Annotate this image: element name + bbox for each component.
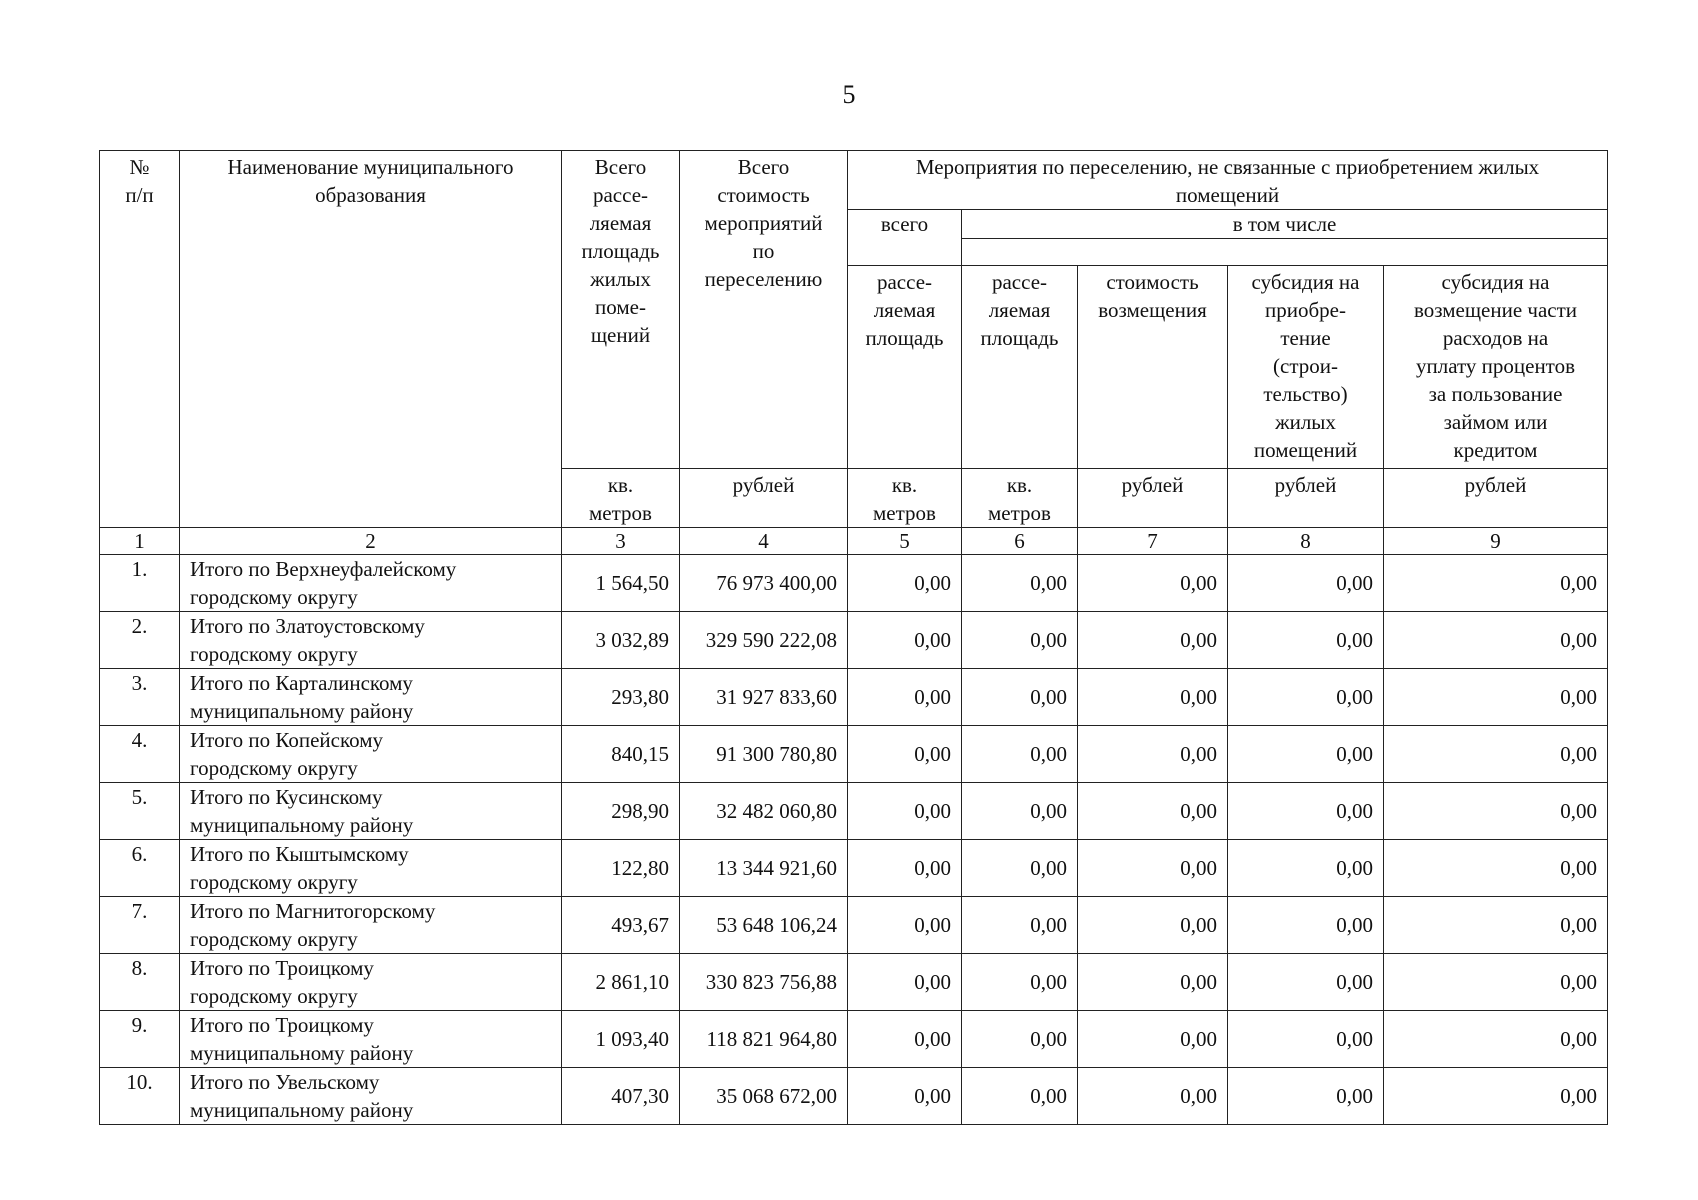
col5-value: 0,00 — [848, 1068, 962, 1125]
header-including: в том числе — [962, 210, 1608, 239]
unit-col7: рублей — [1078, 469, 1228, 528]
col7-value: 0,00 — [1078, 669, 1228, 726]
header-number: № п/п — [100, 151, 180, 528]
total-cost-value: 91 300 780,80 — [680, 726, 848, 783]
municipality-name: Итого по Златоустовскому городскому округу — [180, 612, 562, 669]
table-row — [100, 1011, 1608, 1068]
table-row — [100, 1068, 1608, 1125]
col5-value: 0,00 — [848, 612, 962, 669]
municipality-name: Итого по Копейскому городскому округу — [180, 726, 562, 783]
total-area-value: 407,30 — [562, 1068, 680, 1125]
table-body — [100, 555, 1608, 1125]
header-col8-subsidy-purchase: субсидия на приобре- тение (строи- тельство) жилых помещений — [1228, 266, 1384, 469]
table-row — [100, 726, 1608, 783]
total-area-value: 3 032,89 — [562, 612, 680, 669]
col6-value: 0,00 — [962, 1068, 1078, 1125]
colnum: 8 — [1228, 528, 1384, 555]
col8-value: 0,00 — [1228, 897, 1384, 954]
colnum: 1 — [100, 528, 180, 555]
total-area-value: 293,80 — [562, 669, 680, 726]
col8-value: 0,00 — [1228, 612, 1384, 669]
header-total-sub: всего — [848, 210, 962, 266]
col8-value: 0,00 — [1228, 669, 1384, 726]
col8-value: 0,00 — [1228, 783, 1384, 840]
total-area-value: 1 564,50 — [562, 555, 680, 612]
col7-value: 0,00 — [1078, 612, 1228, 669]
municipality-name: Итого по Магнитогорскому городскому округу — [180, 897, 562, 954]
total-cost-value: 330 823 756,88 — [680, 954, 848, 1011]
col5-value: 0,00 — [848, 726, 962, 783]
col6-value: 0,00 — [962, 1011, 1078, 1068]
table-row — [100, 897, 1608, 954]
unit-col4: рублей — [680, 469, 848, 528]
col8-value: 0,00 — [1228, 1068, 1384, 1125]
col5-value: 0,00 — [848, 669, 962, 726]
col8-value: 0,00 — [1228, 954, 1384, 1011]
row-number: 8. — [100, 954, 180, 1011]
row-number: 3. — [100, 669, 180, 726]
row-number: 4. — [100, 726, 180, 783]
row-number: 7. — [100, 897, 180, 954]
resettlement-table — [99, 150, 1608, 1125]
municipality-name: Итого по Увельскому муниципальному району — [180, 1068, 562, 1125]
colnum: 4 — [680, 528, 848, 555]
unit-col5: кв. метров — [848, 469, 962, 528]
total-cost-value: 118 821 964,80 — [680, 1011, 848, 1068]
col6-value: 0,00 — [962, 612, 1078, 669]
row-number: 10. — [100, 1068, 180, 1125]
col8-value: 0,00 — [1228, 555, 1384, 612]
municipality-name: Итого по Верхнеуфалейскому городскому округу — [180, 555, 562, 612]
row-number: 2. — [100, 612, 180, 669]
municipality-name: Итого по Троицкому муниципальному району — [180, 1011, 562, 1068]
col7-value: 0,00 — [1078, 1068, 1228, 1125]
col8-value: 0,00 — [1228, 1011, 1384, 1068]
table-row — [100, 669, 1608, 726]
total-area-value: 122,80 — [562, 840, 680, 897]
total-area-value: 840,15 — [562, 726, 680, 783]
col5-value: 0,00 — [848, 840, 962, 897]
col5-value: 0,00 — [848, 783, 962, 840]
municipality-name: Итого по Кыштымскому городскому округу — [180, 840, 562, 897]
table-row — [100, 954, 1608, 1011]
col9-value: 0,00 — [1384, 555, 1608, 612]
row-number: 1. — [100, 555, 180, 612]
page-number: 5 — [842, 80, 856, 109]
col5-value: 0,00 — [848, 954, 962, 1011]
municipality-name: Итого по Троицкому городскому округу — [180, 954, 562, 1011]
header-group-measures: Мероприятия по переселению, не связанные с приобретением жилых помещений — [848, 151, 1608, 210]
col9-value: 0,00 — [1384, 1011, 1608, 1068]
col6-value: 0,00 — [962, 555, 1078, 612]
col7-value: 0,00 — [1078, 555, 1228, 612]
total-area-value: 2 861,10 — [562, 954, 680, 1011]
col9-value: 0,00 — [1384, 1068, 1608, 1125]
col7-value: 0,00 — [1078, 726, 1228, 783]
colnum: 9 — [1384, 528, 1608, 555]
colnum: 2 — [180, 528, 562, 555]
col9-value: 0,00 — [1384, 612, 1608, 669]
col5-value: 0,00 — [848, 555, 962, 612]
col9-value: 0,00 — [1384, 783, 1608, 840]
unit-col3: кв. метров — [562, 469, 680, 528]
total-area-value: 298,90 — [562, 783, 680, 840]
col8-value: 0,00 — [1228, 726, 1384, 783]
unit-col8: рублей — [1228, 469, 1384, 528]
col8-value: 0,00 — [1228, 840, 1384, 897]
municipality-name: Итого по Кусинскому муниципальному району — [180, 783, 562, 840]
col6-value: 0,00 — [962, 897, 1078, 954]
total-cost-value: 13 344 921,60 — [680, 840, 848, 897]
table-row — [100, 840, 1608, 897]
row-number: 9. — [100, 1011, 180, 1068]
header-col7-compensation: стоимость возмещения — [1078, 266, 1228, 469]
unit-col9: рублей — [1384, 469, 1608, 528]
row-number: 5. — [100, 783, 180, 840]
total-cost-value: 76 973 400,00 — [680, 555, 848, 612]
col7-value: 0,00 — [1078, 897, 1228, 954]
colnum: 5 — [848, 528, 962, 555]
colnum: 3 — [562, 528, 680, 555]
header-municipality-name: Наименование муниципального образования — [180, 151, 562, 528]
col9-value: 0,00 — [1384, 840, 1608, 897]
col9-value: 0,00 — [1384, 726, 1608, 783]
header-col6-area: рассе- ляемая площадь — [962, 266, 1078, 469]
col6-value: 0,00 — [962, 783, 1078, 840]
table-row — [100, 612, 1608, 669]
total-area-value: 1 093,40 — [562, 1011, 680, 1068]
col7-value: 0,00 — [1078, 954, 1228, 1011]
col6-value: 0,00 — [962, 669, 1078, 726]
col7-value: 0,00 — [1078, 783, 1228, 840]
colnum: 6 — [962, 528, 1078, 555]
col6-value: 0,00 — [962, 726, 1078, 783]
col9-value: 0,00 — [1384, 954, 1608, 1011]
total-area-value: 493,67 — [562, 897, 680, 954]
total-cost-value: 329 590 222,08 — [680, 612, 848, 669]
total-cost-value: 32 482 060,80 — [680, 783, 848, 840]
row-number: 6. — [100, 840, 180, 897]
col7-value: 0,00 — [1078, 1011, 1228, 1068]
total-cost-value: 31 927 833,60 — [680, 669, 848, 726]
col5-value: 0,00 — [848, 1011, 962, 1068]
header-total-area: Всего рассе- ляемая площадь жилых поме- щений — [562, 151, 680, 469]
col6-value: 0,00 — [962, 840, 1078, 897]
col7-value: 0,00 — [1078, 840, 1228, 897]
header-total-cost: Всего стоимость мероприятий по переселению — [680, 151, 848, 469]
col6-value: 0,00 — [962, 954, 1078, 1011]
col9-value: 0,00 — [1384, 897, 1608, 954]
table-row — [100, 783, 1608, 840]
unit-col6: кв. метров — [962, 469, 1078, 528]
header-col5-area: рассе- ляемая площадь — [848, 266, 962, 469]
col5-value: 0,00 — [848, 897, 962, 954]
colnum: 7 — [1078, 528, 1228, 555]
municipality-name: Итого по Карталинскому муниципальному району — [180, 669, 562, 726]
table-row — [100, 555, 1608, 612]
col9-value: 0,00 — [1384, 669, 1608, 726]
header-including-spacer — [962, 239, 1608, 266]
column-numbers-row — [100, 528, 1608, 555]
total-cost-value: 35 068 672,00 — [680, 1068, 848, 1125]
total-cost-value: 53 648 106,24 — [680, 897, 848, 954]
header-col9-subsidy-interest: субсидия на возмещение части расходов на уплату процентов за пользование займом или кредитом — [1384, 266, 1608, 469]
